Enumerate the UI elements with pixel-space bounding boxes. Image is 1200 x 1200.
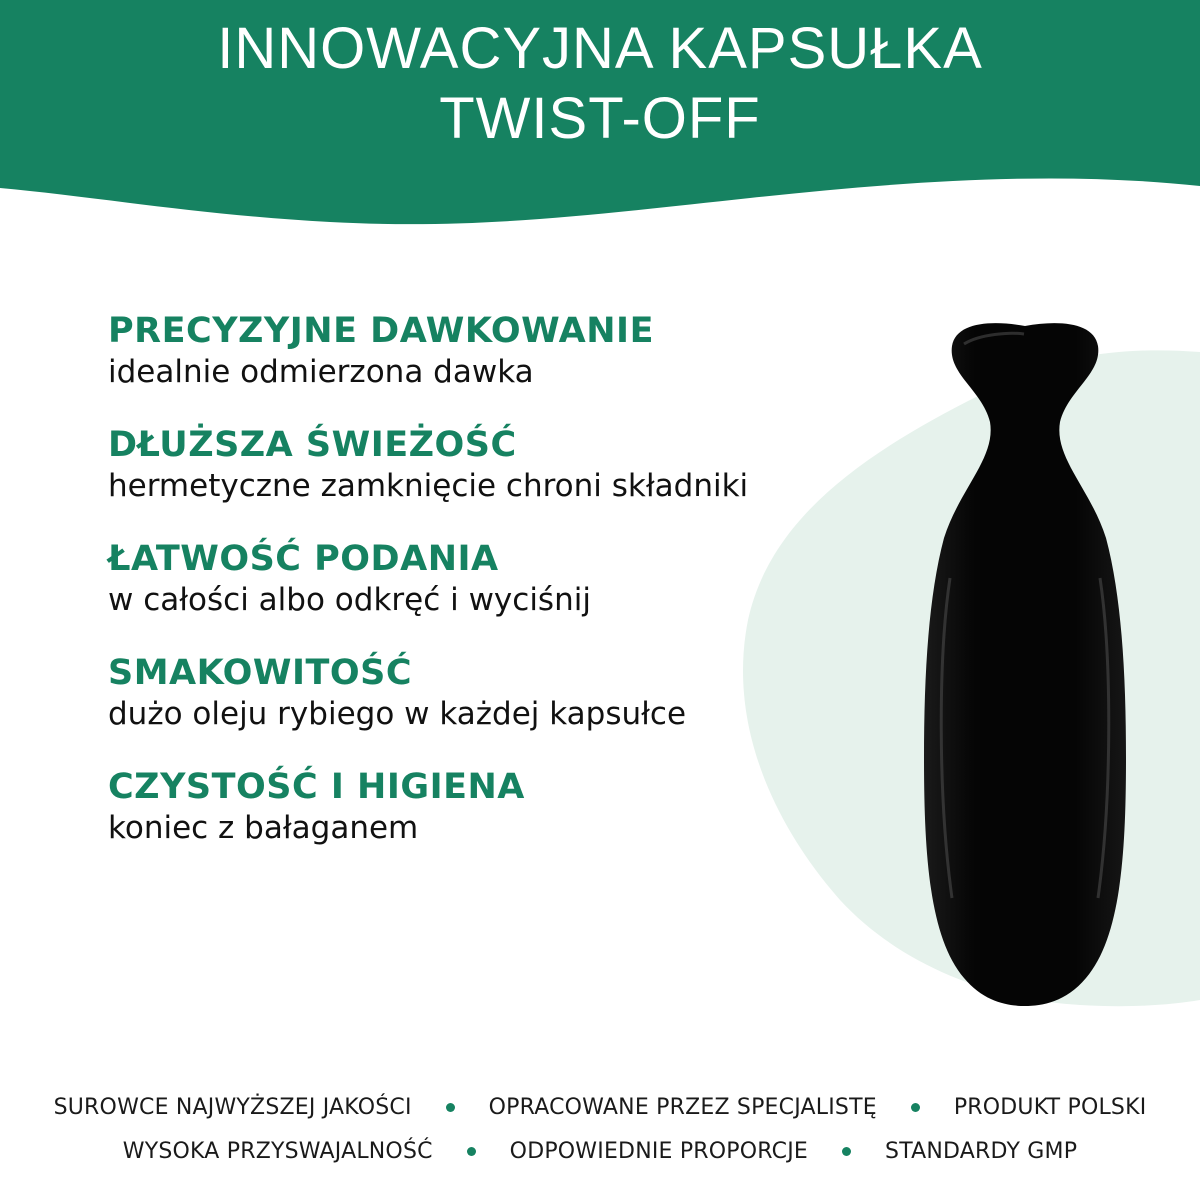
feature-title: CZYSTOŚĆ I HIGIENA bbox=[108, 767, 525, 807]
feature-title: PRECYZYJNE DAWKOWANIE bbox=[108, 311, 654, 351]
footer-badge: SUROWCE NAJWYŻSZEJ JAKOŚCI bbox=[53, 1095, 412, 1120]
bullet-dot-icon bbox=[842, 1147, 851, 1156]
twist-off-capsule-image bbox=[920, 318, 1130, 1008]
feature-description: dużo oleju rybiego w każdej kapsułce bbox=[108, 696, 687, 732]
bullet-dot-icon bbox=[446, 1103, 455, 1112]
footer-badge: WYSOKA PRZYSWAJALNOŚĆ bbox=[122, 1139, 433, 1164]
bullet-dot-icon bbox=[467, 1147, 476, 1156]
footer-badge: ODPOWIEDNIE PROPORCJE bbox=[509, 1139, 809, 1164]
page-title-line-1: INNOWACYJNA KAPSUŁKA bbox=[217, 16, 983, 81]
feature-description: koniec z bałaganem bbox=[108, 810, 419, 846]
feature-item bbox=[108, 650, 808, 732]
feature-title: ŁATWOŚĆ PODANIA bbox=[108, 539, 499, 579]
footer-badges-row-1 bbox=[0, 1095, 1200, 1120]
feature-item bbox=[108, 764, 808, 846]
footer-badges-row-2 bbox=[0, 1139, 1200, 1164]
footer-badge: OPRACOWANE PRZEZ SPECJALISTĘ bbox=[488, 1095, 877, 1120]
feature-item bbox=[108, 422, 808, 504]
feature-description: w całości albo odkręć i wyciśnij bbox=[108, 582, 591, 618]
feature-item bbox=[108, 536, 808, 618]
footer-badge: STANDARDY GMP bbox=[885, 1139, 1078, 1164]
feature-item bbox=[108, 308, 808, 390]
footer-badge: PRODUKT POLSKI bbox=[953, 1095, 1147, 1120]
feature-description: hermetyczne zamknięcie chroni składniki bbox=[108, 468, 749, 504]
feature-title: SMAKOWITOŚĆ bbox=[108, 653, 413, 693]
feature-description: idealnie odmierzona dawka bbox=[108, 354, 534, 390]
feature-title: DŁUŻSZA ŚWIEŻOŚĆ bbox=[108, 425, 517, 465]
bullet-dot-icon bbox=[911, 1103, 920, 1112]
feature-list bbox=[108, 308, 808, 878]
page-title-line-2: TWIST-OFF bbox=[439, 86, 761, 151]
